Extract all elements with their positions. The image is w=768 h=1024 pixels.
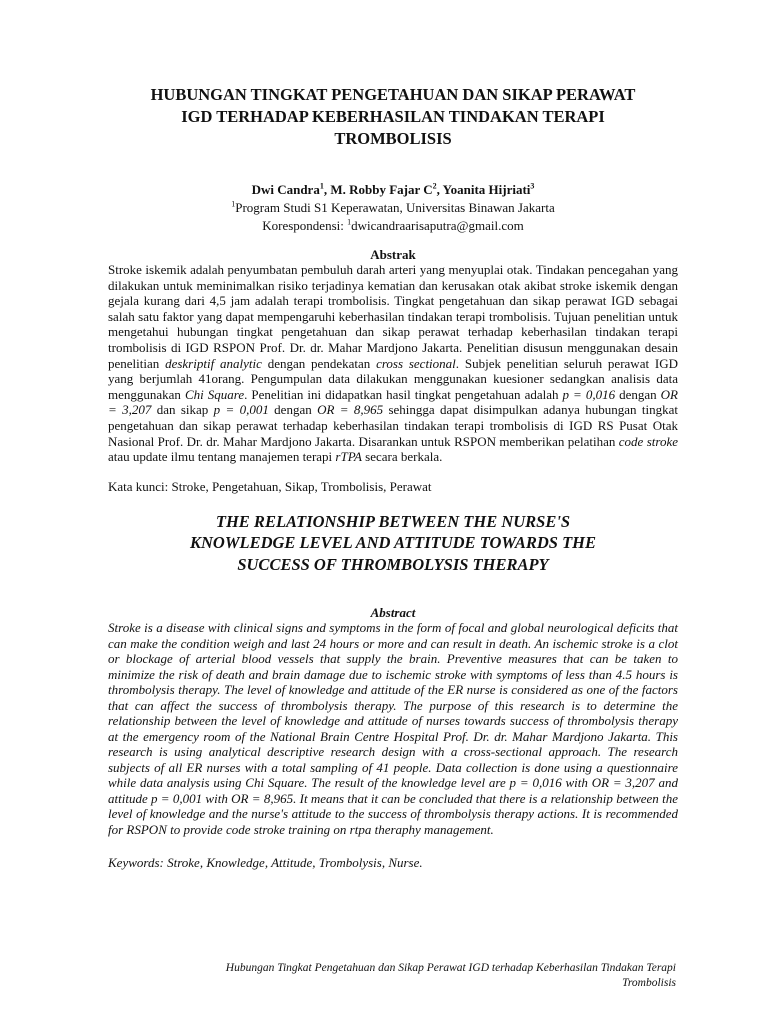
abstrak-text: dengan xyxy=(615,386,661,402)
paper-title xyxy=(108,84,678,150)
correspondence-label: Korespondensi: xyxy=(262,218,348,233)
correspondence-email[interactable]: dwicandraarisaputra@gmail.com xyxy=(351,218,524,233)
paper-title-line-2: IGD TERHADAP KEBERHASILAN TINDAKAN TERAPI xyxy=(181,107,605,126)
abstract-heading: Abstract xyxy=(370,605,416,621)
paper-title-line-1: HUBUNGAN TINGKAT PENGETAHUAN DAN SIKAP PERAWAT xyxy=(150,85,636,104)
abstrak-text: secara berkala. xyxy=(361,449,443,465)
footer-line-1: Hubungan Tingkat Pengetahuan dan Sikap Perawat IGD terhadap Keberhasilan Tindakan Terapi xyxy=(225,962,676,974)
abstrak-text: . Penelitian ini didapatkan hasil tingkat pengetahuan adalah xyxy=(244,386,563,402)
abstrak-italic: code stroke xyxy=(618,433,679,449)
author-name: Yoanita Hijriati xyxy=(442,182,531,197)
abstrak-text: dan sikap xyxy=(151,402,214,418)
abstrak-text: dengan pendekatan xyxy=(261,355,377,371)
paper-page xyxy=(108,84,678,871)
abstrak-italic: deskriptif analytic xyxy=(165,355,262,371)
abstrak-italic: cross sectional xyxy=(376,355,456,371)
author-list: Dwi Candra$^1$, M. Robby Fajar $C^2$, Yoanita Hijriati$^3$ xyxy=(251,181,535,197)
footer-line-2: Trombolisis xyxy=(622,977,676,989)
abstrak-text: atau update ilmu tentang manajemen terapi xyxy=(108,449,336,465)
affiliation-text: Program Studi S1 Keperawatan, Universitas Binawan Jakarta xyxy=(235,200,555,215)
english-title-line-3: SUCCESS OF THROMBOLYSIS THERAPY xyxy=(237,554,549,574)
abstrak-text: sehingga dapat disimpulkan adanya hubungan tingkat pengetahuan dan sikap perawat terhadap keberhasilan tindakan terapi trombolisis di IGD RS Pusat Otak Nasional Prof. Dr. dr. Mahar Mardjono Jakarta. Disarankan untuk RSPON memberikan pelatihan xyxy=(108,402,679,449)
abstrak-text: dengan xyxy=(268,402,318,418)
english-title-line-2: KNOWLEDGE LEVEL AND ATTITUDE TOWARDS THE xyxy=(190,533,596,553)
paper-title-line-3: TROMBOLISIS xyxy=(334,129,452,148)
abstrak-italic: rTPA xyxy=(335,449,362,465)
english-title xyxy=(108,511,678,576)
author-name: Dwi Candra xyxy=(251,182,320,197)
correspondence-sup: 1 xyxy=(347,217,352,227)
author-sup: 1 xyxy=(319,181,324,191)
abstrak-body xyxy=(108,262,678,465)
english-title-line-1: THE RELATIONSHIP BETWEEN THE NURSE'S xyxy=(215,511,571,531)
author-sup: 2 xyxy=(432,181,437,191)
abstrak-text: Stroke iskemik adalah penyumbatan pembuluh darah arteri yang menyuplai otak. Tindakan pencegahan yang dilakukan untuk meminimalkan risiko terjadinya kematian dan kerusakan otak akibat stroke iskemik dengan gejala kurang dari 4,5 jam adalah terapi trombolisis. Tingkat pengetahuan dan sikap perawat IGD sebagai salah satu faktor yang dapat mempengaruhi keberhasilan tindakan terapi trombolisis. Tujuan penelitian untuk mengetahui hubungan tingkat pengetahuan dan sikap perawat terhadap keberhasilan tindakan terapi trombolisis di IGD RSPON Prof. Dr. dr. Mahar Mardjono Jakarta. Penelitian disusun menggunakan desain penelitian xyxy=(108,262,678,371)
abstrak-text: . Subjek penelitian seluruh perawat IGD yang berjumlah 41orang. Pengumpulan data dilakukan menggunakan kuesioner sedangkan analisis data menggunakan xyxy=(108,355,678,402)
kata-kunci: Kata kunci: Stroke, Pengetahuan, Sikap, Trombolisis, Perawat xyxy=(108,478,432,494)
abstrak-italic: p = 0,001 xyxy=(213,402,269,418)
abstract-body: Stroke is a disease with clinical signs and symptoms in the form of focal and global neurological deficits that can make the condition weigh and last 24 hours or more and can result in death. An ischemic stroke is a clot or blockage of arterial blood vessels that supply the brain. Preventive measures that can be taken to minimize the risk of death and brain damage due to ischemic stroke with symptoms of less than 4.5 hours is thrombolysis therapy. The level of knowledge and attitude of the ER nurse is considered as one of the factors that can affect the success of thrombolysis therapy. The purpose of this research is to determine the relationship between the level of knowledge and attitude of nurses towards success of thrombolysis therapy at the emergency room of the National Brain Centre Hospital Prof. Dr. dr. Mahar Mardjono Jakarta. This research is using analytical descriptive research design with a cross-sectional approach. The research subjects of all ER nurses with a total sampling of 41 people. Data collection is done using a questionnaire while data analysis using Chi Square. The result of the knowledge level are p = 0,016 with OR = 3,207 and attitude p = 0,001 with OR = 8,965. It means that it can be concluded that there is a relationship between the level of knowledge and the nurse's attitude to the success of thrombolysis therapy actions. It is recommended for RSPON to provide code stroke training on rtpa theraphy management. xyxy=(108,620,678,837)
author-name: M. Robby Fajar C xyxy=(330,182,433,197)
abstrak-italic: OR = 3,207 xyxy=(108,386,678,418)
running-footer xyxy=(116,961,676,991)
keywords-en: Keywords: Stroke, Knowledge, Attitude, Trombolysis, Nurse. xyxy=(108,855,423,871)
abstrak-italic: p = 0,016 xyxy=(562,386,616,402)
author-sup: 3 xyxy=(530,181,535,191)
abstrak-heading: Abstrak xyxy=(370,247,416,262)
affiliation-sup: 1 xyxy=(231,199,236,209)
affiliation xyxy=(108,199,678,217)
correspondence xyxy=(108,217,678,235)
abstrak-italic: Chi Square xyxy=(184,386,245,402)
abstrak-italic: OR = 8,965 xyxy=(317,402,384,418)
